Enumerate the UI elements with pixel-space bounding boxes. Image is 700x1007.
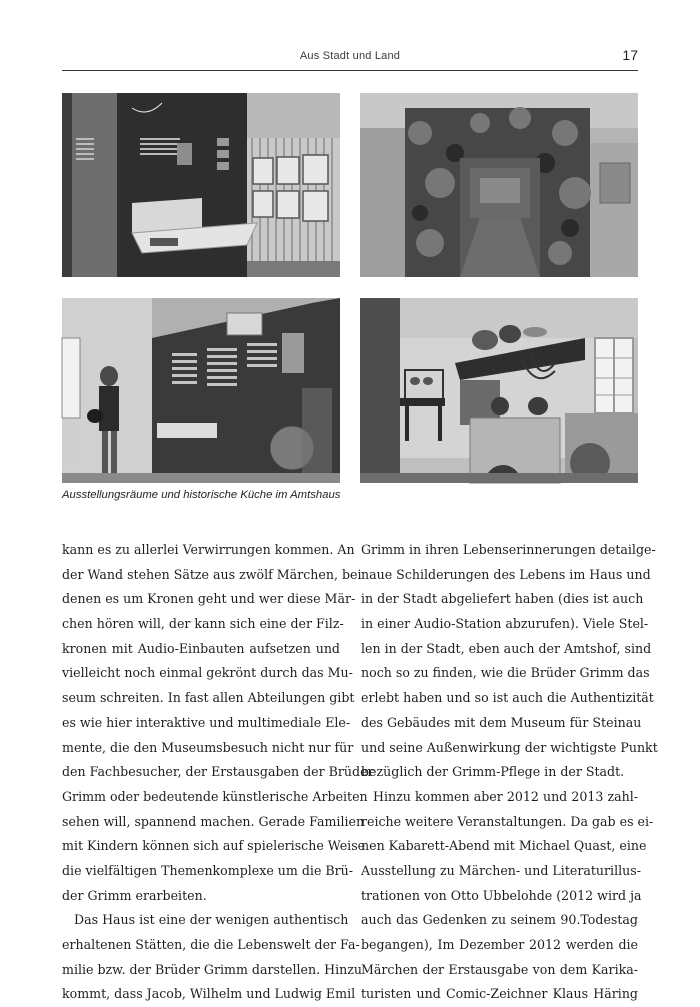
photo-visitor-exhibition-wall: [62, 298, 340, 483]
text-line: der Wand stehen Sätze aus zwölf Märchen, bei: [62, 566, 362, 582]
text-line: es wie hier interaktive und multimediale Ele-: [62, 714, 351, 730]
text-line: bezüglich der Grimm-Pflege in der Stadt.: [361, 764, 625, 780]
text-line: in einer Audio-Station abzurufen). Viele Stel-: [361, 616, 649, 632]
text-line: sehen will, spannend machen. Gerade Familien: [62, 813, 365, 829]
body-column-left: [62, 538, 374, 1007]
text-line: Ausstellung zu Märchen- und Literaturillus-: [361, 862, 641, 878]
text-line: milie bzw. der Brüder Grimm darstellen. Hinzu: [62, 961, 362, 977]
figure-caption: Ausstellungsräume und historische Küche im Amtshaus: [62, 489, 341, 501]
text-line: kommt, dass Jacob, Wilhelm und Ludwig Emil: [62, 986, 356, 1002]
text-line: trationen von Otto Ubbelohde (2012 wird ja: [361, 887, 642, 903]
text-line: naue Schilderungen des Lebens im Haus und: [361, 566, 651, 582]
body-column-right: [361, 538, 658, 1007]
text-line: die vielfältigen Themenkomplexe um die Brü-: [62, 862, 354, 878]
text-line: denen es um Kronen geht und wer diese Mär-: [62, 591, 356, 607]
text-line: Grimm oder bedeutende künstlerische Arbeiten: [62, 788, 368, 804]
text-line: erlebt haben und so ist auch die Authentizität: [361, 690, 654, 706]
photo-historic-kitchen: [360, 298, 638, 483]
photo-exhibition-room: [62, 93, 340, 277]
text-line: der Grimm erarbeiten.: [62, 887, 207, 903]
photo-fairytale-doorway: [360, 93, 638, 277]
page-number: 17: [622, 47, 638, 63]
text-line: mit Kindern können sich auf spielerische Weise: [62, 838, 366, 854]
text-line: den Fachbesucher, der Erstausgaben der Brüder: [62, 764, 374, 780]
text-line: und seine Außenwirkung der wichtigste Punkt: [361, 739, 658, 755]
text-line: auch das Gedenken zu seinem 90.Todestag: [361, 912, 638, 928]
header-rule: [62, 70, 638, 71]
paragraph-start-line: Hinzu kommen aber 2012 und 2013 zahl-: [373, 788, 638, 804]
text-line: turisten und Comic-Zeichner Klaus Häring: [361, 986, 638, 1002]
text-line: len in der Stadt, eben auch der Amtshof, sind: [361, 640, 652, 656]
text-line: erhaltenen Stätten, die die Lebenswelt der Fa-: [62, 937, 360, 952]
running-header-title: Aus Stadt und Land: [299, 50, 401, 62]
text-line: kronen mit Audio-Einbauten aufsetzen und: [62, 640, 340, 656]
text-line: des Gebäudes mit dem Museum für Steinau: [361, 714, 642, 730]
text-line: reiche weitere Veranstaltungen. Da gab es ei-: [361, 813, 654, 829]
text-line: in der Stadt abgeliefert haben (dies ist auch: [361, 591, 644, 607]
text-line: nen Kabarett-Abend mit Michael Quast, eine: [361, 838, 647, 854]
text-line: mente, die den Museumsbesuch nicht nur für: [62, 739, 354, 755]
text-line: seum schreiten. In fast allen Abteilungen gibt: [62, 690, 355, 706]
text-line: begangen), Im Dezember 2012 werden die: [361, 937, 638, 952]
paragraph-start-line: Das Haus ist eine der wenigen authentisch: [74, 912, 349, 928]
text-line: Grimm in ihren Lebenserinnerungen detailge-: [361, 542, 656, 557]
text-line: Märchen der Erstausgabe von dem Karika-: [361, 961, 638, 977]
text-line: chen hören will, der kann sich eine der Filz-: [62, 616, 344, 632]
text-line: vielleicht noch einmal gekrönt durch das Mu-: [62, 665, 353, 681]
text-line: noch so zu finden, wie die Brüder Grimm das: [361, 665, 650, 681]
text-line: kann es zu allerlei Verwirrungen kommen. An: [62, 542, 355, 557]
